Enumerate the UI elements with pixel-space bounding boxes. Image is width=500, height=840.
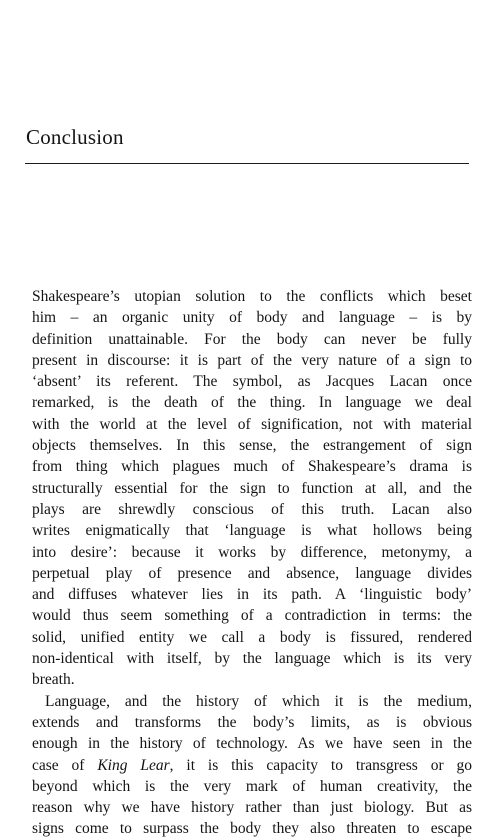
text-line bbox=[32, 499, 472, 520]
text-segment: plays are shrewdly conscious of this truth. Lacan also bbox=[32, 500, 472, 518]
text-segment: case of bbox=[32, 756, 98, 774]
text-segment: Shakespeare’s utopian solution to the conflicts which beset bbox=[32, 288, 472, 305]
text-segment: signs come to surpass the body they also threaten to escape bbox=[32, 820, 472, 838]
text-segment: objects themselves. In this sense, the estrangement of sign bbox=[32, 437, 472, 455]
text-line bbox=[32, 627, 472, 648]
text-segment: non-identical with itself, by the language which is its very bbox=[32, 650, 472, 668]
text-line bbox=[32, 350, 472, 371]
text-segment: from thing which plagues much of Shakespeare’s drama is bbox=[32, 458, 472, 476]
text-segment: ‘absent’ its referent. The symbol, as Jacques Lacan once bbox=[32, 373, 472, 391]
text-segment: into desire’: because it works by difference, metonymy, a bbox=[32, 543, 472, 561]
text-segment: breath. bbox=[32, 671, 75, 689]
chapter-title: Conclusion bbox=[26, 125, 124, 149]
text-line bbox=[32, 797, 472, 818]
text-segment: structurally essential for the sign to function at all, and the bbox=[32, 479, 472, 497]
text-line bbox=[32, 755, 472, 776]
text-segment: perpetual play of presence and absence, language divides bbox=[32, 564, 472, 582]
text-line bbox=[32, 392, 472, 413]
title-rule bbox=[25, 163, 469, 164]
text-line bbox=[32, 669, 472, 690]
text-line bbox=[32, 712, 472, 733]
text-segment: him – an organic unity of body and language – is by bbox=[32, 309, 472, 327]
text-segment: would thus seem something of a contradiction in terms: the bbox=[32, 607, 472, 625]
text-line bbox=[32, 818, 472, 839]
text-line bbox=[32, 478, 472, 499]
text-segment: definition unattainable. For the body can never be fully bbox=[32, 330, 472, 348]
text-line bbox=[32, 563, 472, 584]
text-line bbox=[32, 456, 472, 477]
text-segment: solid, unified entity we call a body is fissured, rendered bbox=[32, 628, 472, 646]
text-line bbox=[32, 286, 472, 307]
text-segment: extends and transforms the body’s limits, as is obvious bbox=[32, 713, 472, 731]
text-line bbox=[32, 520, 472, 541]
paragraph-1 bbox=[32, 286, 472, 691]
text-segment: reason why we have history rather than just biology. But as bbox=[32, 799, 472, 817]
text-segment: beyond which is the very mark of human creativity, the bbox=[32, 777, 472, 795]
text-line bbox=[32, 648, 472, 669]
text-segment: and diffuses whatever lies in its path. A ‘linguistic body’ bbox=[32, 586, 472, 604]
text-segment: with the world at the level of signification, not with material bbox=[32, 415, 472, 433]
text-line bbox=[32, 542, 472, 563]
text-line bbox=[32, 733, 472, 754]
text-line bbox=[32, 435, 472, 456]
italic-title: King Lear bbox=[97, 756, 170, 774]
body-text bbox=[32, 286, 472, 840]
text-line bbox=[32, 691, 472, 712]
text-line bbox=[32, 605, 472, 626]
text-segment: , it is this capacity to transgress or go bbox=[169, 756, 472, 774]
text-segment: enough in the history of technology. As we have seen in the bbox=[32, 735, 472, 753]
text-line bbox=[32, 329, 472, 350]
text-segment: writes enigmatically that ‘language is what hollows being bbox=[32, 522, 472, 540]
text-line bbox=[32, 776, 472, 797]
text-segment: Language, and the history of which it is the medium, bbox=[45, 692, 472, 710]
text-line bbox=[32, 371, 472, 392]
text-line bbox=[32, 414, 472, 435]
text-segment: present in discourse: it is part of the very nature of a sign to bbox=[32, 351, 472, 369]
text-line bbox=[32, 584, 472, 605]
text-segment: remarked, is the death of the thing. In language we deal bbox=[32, 394, 472, 412]
text-line bbox=[32, 307, 472, 328]
paragraph-2 bbox=[32, 691, 472, 840]
